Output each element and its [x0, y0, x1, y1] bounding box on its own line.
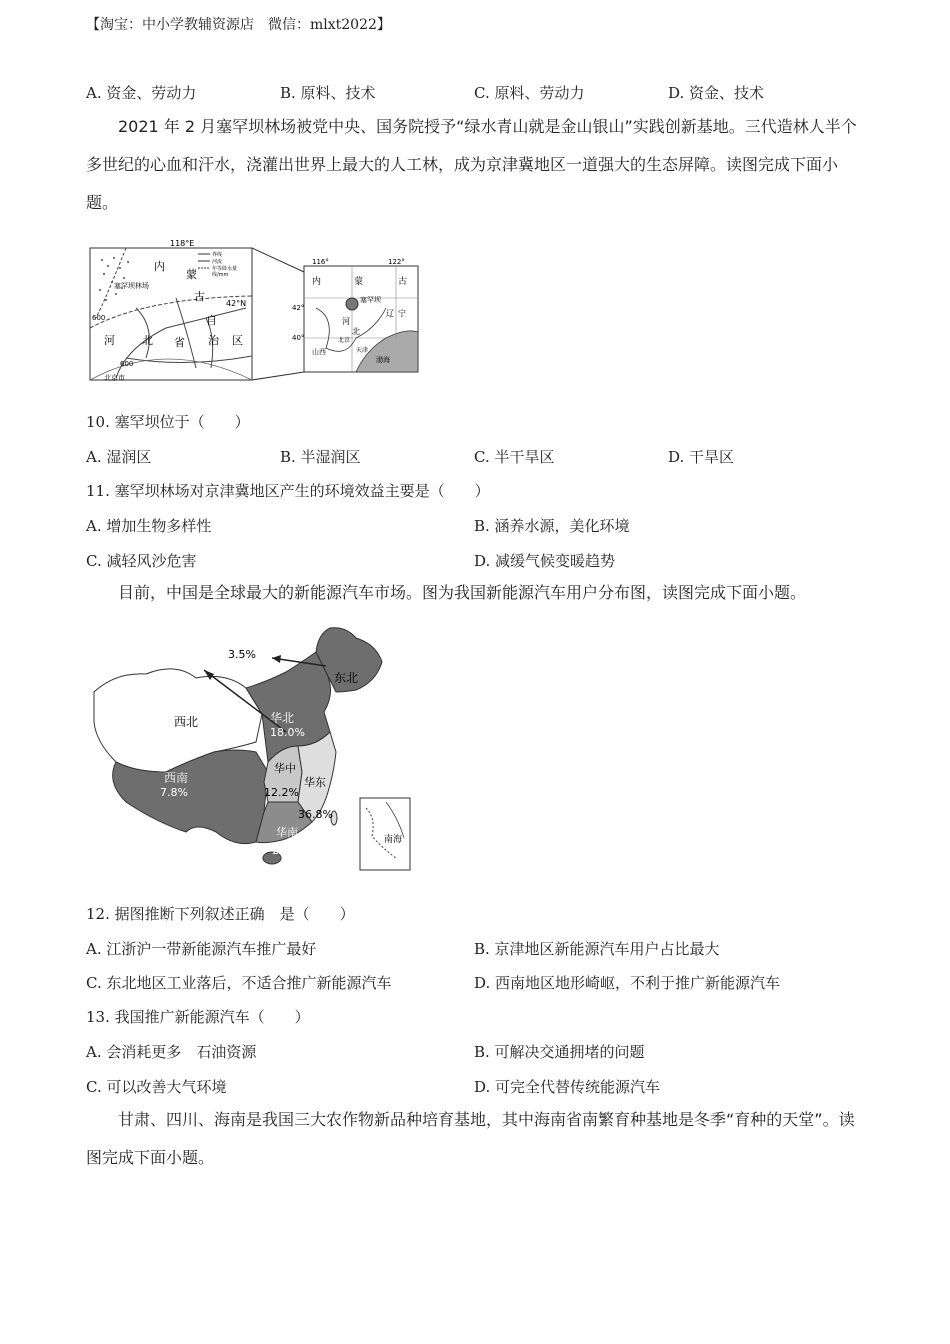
q13-stem: 13. 我国推广新能源汽车（ ） — [86, 1008, 310, 1026]
svg-text:年等降水量: 年等降水量 — [212, 266, 238, 272]
region-label-huadong: 华东 — [304, 776, 326, 789]
svg-text:河: 河 — [342, 317, 350, 326]
q13-option-b: B. 可解决交通拥堵的问题 — [474, 1043, 645, 1061]
svg-text:116°: 116° — [312, 258, 329, 266]
svg-text:河: 河 — [104, 334, 115, 347]
region-value-xinan: 7.8% — [160, 786, 188, 799]
svg-text:山西: 山西 — [312, 348, 326, 356]
svg-text:宁: 宁 — [398, 309, 406, 318]
svg-text:古: 古 — [194, 290, 205, 303]
page-header: 【淘宝：中小学教辅资源店 微信：mlxt2022】 — [86, 17, 391, 33]
q12-option-b: B. 京津地区新能源汽车用户占比最大 — [474, 940, 720, 958]
svg-text:600: 600 — [92, 314, 106, 322]
q10-stem: 10. 塞罕坝位于（ ） — [86, 413, 250, 431]
svg-text:600: 600 — [120, 360, 134, 368]
q10-option-c: C. 半干旱区 — [474, 448, 555, 466]
svg-text:北: 北 — [352, 327, 360, 336]
region-label-huazhong: 华中 — [274, 762, 296, 775]
arrow-value-label: 3.5% — [228, 648, 256, 661]
region-value-huadong: 36.8% — [298, 808, 333, 821]
svg-text:北京: 北京 — [338, 337, 351, 344]
saihanba-map — [86, 238, 426, 392]
passage-nev: 目前，中国是全球最大的新能源汽车市场。图为我国新能源汽车用户分布图，读图完成下面小题。 — [118, 583, 807, 602]
q9-option-c: C. 原料、劳动力 — [474, 84, 585, 102]
svg-text:内: 内 — [312, 277, 322, 287]
svg-text:塞罕坝: 塞罕坝 — [360, 296, 381, 304]
q11-option-b: B. 涵养水源，美化环境 — [474, 517, 630, 535]
longitude-118: 118°E — [170, 239, 195, 248]
q13-option-c: C. 可以改善大气环境 — [86, 1078, 227, 1096]
region-label-huanan: 华南 — [276, 826, 298, 839]
passage-breeding: 甘肃、四川、海南是我国三大农作物新品种培育基地，其中海南省南繁育种基地是冬季“育种的天堂”。读图完成下面小题。 — [86, 1110, 855, 1167]
svg-text:北: 北 — [142, 334, 153, 347]
svg-text:区: 区 — [232, 334, 243, 347]
q12-stem: 12. 据图推断下列叙述正确 是（ ） — [86, 905, 355, 923]
q9-option-b: B. 原料、技术 — [280, 84, 376, 102]
svg-text:渤海: 渤海 — [376, 356, 390, 364]
q13-option-d: D. 可完全代替传统能源汽车 — [474, 1078, 661, 1096]
svg-text:内: 内 — [154, 260, 165, 273]
svg-text:42°: 42° — [292, 304, 305, 312]
q10-option-d: D. 干旱区 — [668, 448, 735, 466]
q9-option-d: D. 资金、技术 — [668, 84, 765, 102]
svg-text:北京市: 北京市 — [104, 374, 125, 382]
svg-text:天津: 天津 — [356, 347, 369, 354]
svg-text:线/mm: 线/mm — [212, 272, 229, 278]
passage-saihanba: 2021 年 2 月塞罕坝林场被党中央、国务院授予“绿水青山就是金山银山”实践创新基地。三代造林人半个多世纪的心血和汗水，浇灌出世界上最大的人工林，成为京津冀地区一道强大的生态屏障。读图完成下面小题。 — [86, 117, 857, 212]
region-value-huazhong: 12.2% — [264, 786, 299, 799]
region-value-huanan: 21.6% — [272, 844, 307, 857]
q12-option-d: D. 西南地区地形崎岖，不利于推广新能源汽车 — [474, 974, 781, 992]
svg-text:治: 治 — [208, 334, 219, 347]
nev-distribution-map — [86, 622, 426, 882]
q11-option-d: D. 减缓气候变暖趋势 — [474, 552, 616, 570]
q9-option-a: A. 资金、劳动力 — [86, 84, 197, 102]
svg-text:122°: 122° — [388, 258, 405, 266]
q10-option-b: B. 半湿润区 — [280, 448, 361, 466]
svg-text:省: 省 — [174, 336, 185, 349]
q11-option-c: C. 减轻风沙危害 — [86, 552, 197, 570]
q13-option-a: A. 会消耗更多 石油资源 — [86, 1043, 257, 1061]
svg-text:42°N: 42°N — [226, 299, 247, 308]
saihanba-label: 塞罕坝林场 — [114, 282, 149, 290]
q12-option-c: C. 东北地区工业落后，不适合推广新能源汽车 — [86, 974, 392, 992]
q12-option-a: A. 江浙沪一带新能源汽车推广最好 — [86, 940, 317, 958]
q10-option-a: A. 湿润区 — [86, 448, 152, 466]
svg-text:蒙: 蒙 — [186, 268, 197, 281]
q11-option-a: A. 增加生物多样性 — [86, 517, 212, 535]
region-label-huabei: 华北 — [270, 711, 295, 725]
svg-text:辽: 辽 — [386, 309, 394, 318]
region-label-xibei: 西北 — [174, 715, 199, 729]
region-label-dongbei: 东北 — [334, 671, 359, 685]
svg-text:蒙: 蒙 — [354, 277, 364, 287]
region-value-huabei: 18.0% — [270, 726, 305, 739]
svg-text:自: 自 — [206, 314, 217, 327]
svg-text:40°: 40° — [292, 334, 305, 342]
svg-text:古: 古 — [398, 277, 408, 287]
svg-text:界线: 界线 — [212, 252, 223, 258]
region-label-xinan: 西南 — [164, 771, 189, 785]
svg-text:河流: 河流 — [212, 259, 223, 265]
q11-stem: 11. 塞罕坝林场对京津冀地区产生的环境效益主要是（ ） — [86, 482, 490, 500]
inset-label: 南海 — [384, 835, 403, 845]
